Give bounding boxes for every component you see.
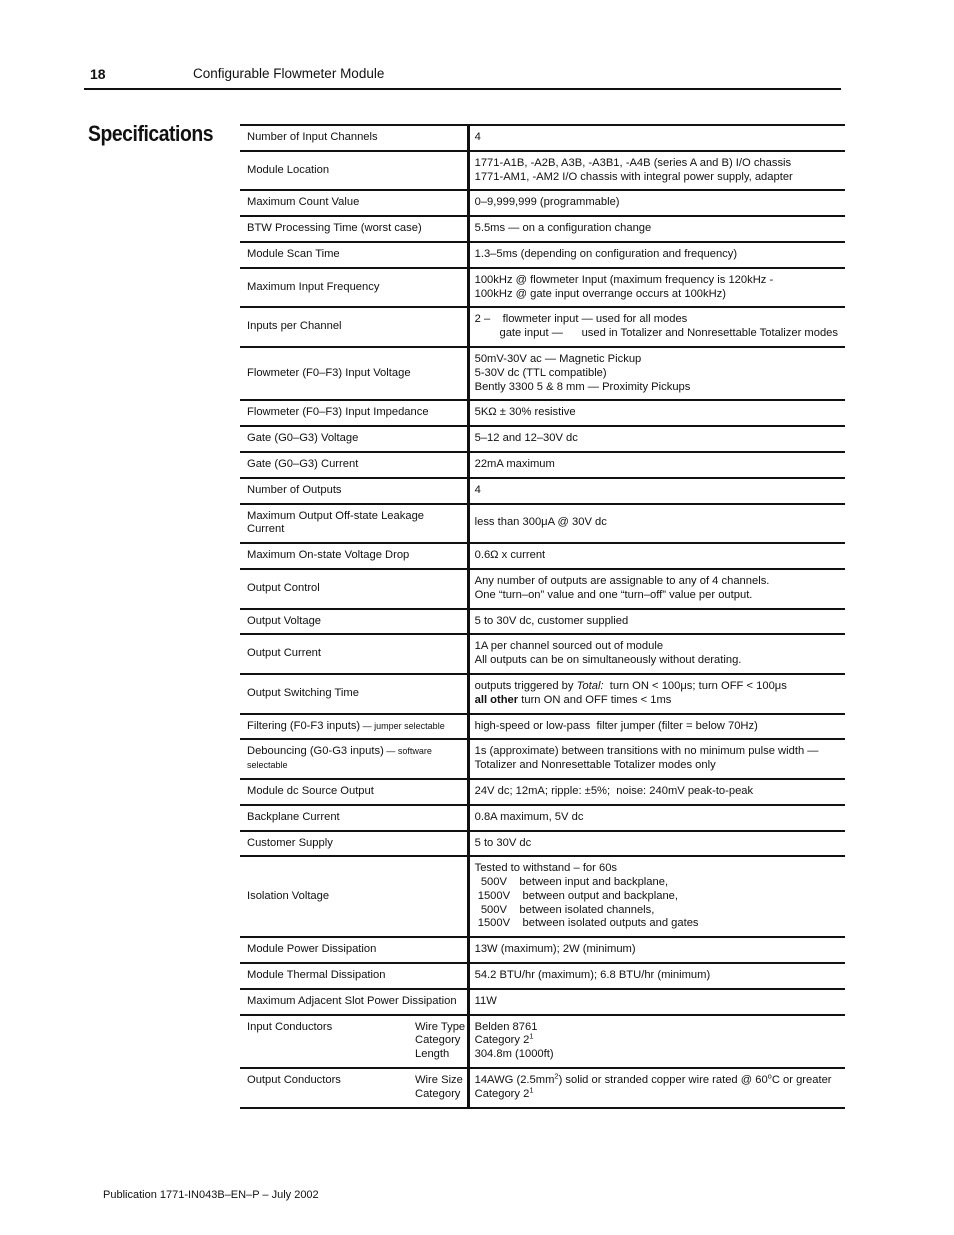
spec-label-cell — [240, 634, 468, 674]
spec-value-cell — [468, 268, 845, 308]
spec-label-cell — [240, 268, 468, 308]
spec-value-line: Totalizer and Nonresettable Totalizer modes only — [474, 759, 716, 772]
spec-value-line: 5KΩ ± 30% resistive — [474, 406, 576, 419]
footnote-marker: 1 — [529, 1031, 534, 1041]
conductor-sub-label: Wire Type — [415, 1020, 466, 1033]
spec-value-line: 4 — [474, 131, 481, 143]
spec-value-line: 50mV-30V ac — Magnetic Pickup — [474, 352, 642, 365]
spec-label-cell — [240, 478, 468, 504]
spec-value-line: less than 300μA @ 30V dc — [474, 516, 607, 529]
spec-label-cell — [240, 856, 468, 937]
spec-value-cell — [468, 609, 845, 635]
spec-value-cell — [468, 714, 845, 740]
spec-value-cell — [468, 674, 845, 714]
spec-row — [240, 307, 845, 347]
spec-row — [240, 190, 845, 216]
spec-value-cell — [468, 426, 845, 452]
spec-row — [240, 400, 845, 426]
spec-row — [240, 989, 845, 1015]
page-header — [84, 64, 841, 90]
spec-value-fragment: turn ON < 100μs; turn OFF < 100μs — [603, 679, 787, 692]
spec-label: Flowmeter (F0–F3) Input Impedance — [247, 406, 429, 419]
specifications-table — [240, 124, 845, 1109]
spec-row — [240, 963, 845, 989]
spec-label-cell — [240, 714, 468, 740]
superscript: o — [767, 1071, 772, 1081]
running-title: Configurable Flowmeter Module — [193, 66, 385, 81]
spec-row — [240, 452, 845, 478]
spec-value-line — [474, 1031, 838, 1048]
spec-value-line: All outputs can be on simultaneously without derating. — [474, 654, 742, 667]
spec-label-cell — [240, 989, 468, 1015]
spec-label-cell — [240, 569, 468, 609]
superscript: 2 — [554, 1071, 559, 1081]
spec-label-cell — [240, 452, 468, 478]
spec-value-line: 1500V between output and backplane, — [474, 889, 679, 902]
spec-value-line: high-speed or low-pass filter jumper (filter = below 70Hz) — [474, 719, 758, 732]
spec-label: Module Scan Time — [247, 247, 340, 260]
spec-value-line: 5 to 30V dc — [474, 836, 532, 849]
spec-value-line: 0–9,999,999 (programmable) — [474, 196, 620, 209]
spec-label: Output Switching Time — [247, 686, 359, 699]
spec-value-line: 1771-A1B, -A2B, A3B, -A3B1, -A4B (series A and B) I/O chassis — [474, 156, 792, 169]
spec-value-line: 4 — [474, 483, 481, 496]
spec-label: Input Conductors — [247, 1020, 333, 1033]
spec-row — [240, 347, 845, 400]
spec-row — [240, 242, 845, 268]
spec-value-cell — [468, 779, 845, 805]
conductor-sub-label: Category — [415, 1034, 461, 1047]
spec-value-line: Any number of outputs are assignable to any of 4 channels. — [474, 574, 770, 587]
spec-label: Output Current — [247, 647, 321, 660]
spec-value-cell — [468, 452, 845, 478]
spec-value-line: Tested to withstand – for 60s — [474, 862, 618, 875]
spec-value-text: Belden 8761 — [474, 1020, 538, 1033]
spec-value-cell — [468, 347, 845, 400]
spec-label: Output Voltage — [247, 614, 322, 627]
spec-value-fragment: Category 2 — [474, 1087, 530, 1100]
spec-label-cell — [240, 347, 468, 400]
spec-value-line: 1A per channel sourced out of module — [474, 640, 664, 653]
spec-row-input-conductors — [240, 1015, 845, 1068]
spec-row — [240, 151, 845, 191]
spec-label-note: — jumper selectable — [360, 720, 445, 731]
spec-value-line: 11W — [474, 994, 497, 1007]
spec-label-cell — [240, 1068, 468, 1108]
spec-label: Number of Input Channels — [247, 131, 378, 143]
spec-label-cell — [240, 609, 468, 635]
spec-value-cell — [468, 190, 845, 216]
spec-value-line: gate input — used in Totalizer and Nonresettable Totalizer modes — [474, 327, 838, 340]
spec-row — [240, 714, 845, 740]
spec-value-cell — [468, 125, 845, 151]
spec-label-cell — [240, 739, 468, 779]
spec-row — [240, 739, 845, 779]
spec-label: Customer Supply — [247, 836, 333, 849]
spec-label-cell — [240, 307, 468, 347]
spec-value-line: 5–12 and 12–30V dc — [474, 432, 578, 445]
spec-value-line: 0.6Ω x current — [474, 549, 546, 562]
specifications-table-body — [240, 125, 845, 1108]
spec-row — [240, 674, 845, 714]
spec-value-fragment: Total: — [576, 679, 604, 692]
spec-label-cell — [240, 400, 468, 426]
spec-value-fragment: C or greater — [771, 1074, 832, 1087]
spec-row — [240, 805, 845, 831]
spec-label-cell — [240, 937, 468, 963]
conductor-sub-labels — [415, 1074, 463, 1102]
spec-label-cell — [240, 779, 468, 805]
spec-row — [240, 831, 845, 857]
spec-label-cell — [240, 151, 468, 191]
spec-value-line: 0.8A maximum, 5V dc — [474, 810, 584, 823]
spec-value-line: 500V between input and backplane, — [474, 876, 669, 889]
spec-value-cell — [468, 963, 845, 989]
spec-label: Module dc Source Output — [247, 784, 374, 797]
spec-value-fragment: ) solid or stranded copper wire rated @ 60 — [558, 1074, 768, 1087]
spec-value-cell — [468, 856, 845, 937]
page-number: 18 — [90, 66, 106, 82]
spec-value-cell — [468, 739, 845, 779]
spec-value-line: 100kHz @ flowmeter Input (maximum frequency is 120kHz - — [474, 273, 774, 286]
spec-value-line: 54.2 BTU/hr (maximum); 6.8 BTU/hr (minimum) — [474, 969, 711, 982]
spec-label: Maximum Adjacent Slot Power Dissipation — [247, 994, 457, 1007]
spec-value-cell — [468, 1015, 845, 1068]
spec-label: Maximum Count Value — [247, 196, 360, 209]
spec-row — [240, 779, 845, 805]
spec-value-cell — [468, 569, 845, 609]
spec-label-cell — [240, 831, 468, 857]
spec-row — [240, 937, 845, 963]
spec-value-line: 100kHz @ gate input overrange occurs at 100kHz) — [474, 287, 727, 300]
spec-value-line — [475, 1048, 838, 1062]
spec-label-cell — [240, 674, 468, 714]
spec-value-cell — [468, 400, 845, 426]
spec-label: Maximum Output Off-state Leakage Current — [247, 509, 425, 536]
spec-row — [240, 543, 845, 569]
spec-value-cell — [468, 543, 845, 569]
spec-label-note: — software selectable — [247, 746, 432, 771]
spec-label: Inputs per Channel — [247, 320, 342, 333]
conductor-sub-label: Wire Size — [415, 1074, 463, 1087]
spec-row — [240, 478, 845, 504]
spec-value-line — [475, 694, 838, 708]
spec-label-cell — [240, 125, 468, 151]
spec-label-cell — [240, 1015, 468, 1068]
conductor-label-group — [247, 1020, 466, 1061]
spec-value-line: 1.3–5ms (depending on configuration and frequency) — [474, 247, 738, 260]
spec-row-output-conductors — [240, 1068, 845, 1108]
spec-value-cell — [468, 805, 845, 831]
spec-value-cell — [468, 634, 845, 674]
spec-label-cell — [240, 805, 468, 831]
spec-value-fragment: 14AWG (2.5mm — [474, 1074, 555, 1087]
section-title: Specifications — [88, 121, 214, 146]
spec-label: Module Power Dissipation — [247, 943, 377, 956]
spec-value-fragment: outputs triggered by — [474, 679, 577, 692]
spec-value-fragment: turn ON and OFF times < 1ms — [518, 693, 672, 706]
spec-label-cell — [240, 190, 468, 216]
spec-label: Isolation Voltage — [247, 889, 330, 902]
spec-label-cell — [240, 504, 468, 544]
spec-row — [240, 504, 845, 544]
spec-label: Gate (G0–G3) Voltage — [247, 432, 359, 445]
spec-value-line: 5 to 30V dc, customer supplied — [474, 614, 629, 627]
spec-value-line: 13W (maximum); 2W (minimum) — [474, 943, 636, 956]
spec-value-cell — [468, 831, 845, 857]
spec-label: Filtering (F0-F3 inputs) — [247, 719, 361, 732]
spec-label: Maximum On-state Voltage Drop — [247, 549, 410, 562]
spec-value-line: 1s (approximate) between transitions with no minimum pulse width — — [474, 745, 819, 758]
spec-value-line: 2 – flowmeter input — used for all modes — [474, 313, 688, 326]
spec-label: Gate (G0–G3) Current — [247, 457, 359, 470]
spec-value-text: Category 2 — [474, 1034, 530, 1047]
spec-label-cell — [240, 426, 468, 452]
publication-footer: Publication 1771-IN043B–EN–P – July 2002 — [103, 1189, 319, 1201]
spec-label: Flowmeter (F0–F3) Input Voltage — [247, 366, 411, 379]
spec-label: Module Thermal Dissipation — [247, 969, 386, 982]
spec-label: Number of Outputs — [247, 483, 342, 496]
spec-value-line: 1771-AM1, -AM2 I/O chassis with integral power supply, adapter — [474, 170, 793, 183]
spec-row — [240, 569, 845, 609]
spec-value-line: Bently 3300 5 & 8 mm — Proximity Pickups — [474, 380, 691, 393]
spec-value-cell — [468, 504, 845, 544]
spec-value-line: 24V dc; 12mA; ripple: ±5%; noise: 240mV peak-to-peak — [474, 784, 754, 797]
spec-value-fragment: all other — [474, 693, 519, 706]
spec-row — [240, 216, 845, 242]
spec-value-cell — [468, 1068, 845, 1108]
spec-value-line — [474, 1085, 838, 1102]
spec-value-cell — [468, 151, 845, 191]
spec-value-text: 304.8m (1000ft) — [474, 1048, 554, 1061]
spec-row — [240, 856, 845, 937]
spec-label: Module Location — [247, 163, 330, 176]
spec-label-cell — [240, 242, 468, 268]
spec-row — [240, 268, 845, 308]
spec-label-cell — [240, 216, 468, 242]
footnote-marker: 1 — [529, 1085, 534, 1095]
spec-row — [240, 609, 845, 635]
spec-label: Output Conductors — [247, 1074, 341, 1087]
spec-value-cell — [468, 989, 845, 1015]
spec-value-cell — [468, 937, 845, 963]
spec-label: Debouncing (G0-G3 inputs) — [247, 745, 384, 758]
spec-label: Output Control — [247, 581, 320, 594]
spec-value-cell — [468, 478, 845, 504]
spec-label: Backplane Current — [247, 810, 340, 823]
spec-value-cell — [468, 242, 845, 268]
spec-value-line: 5-30V dc (TTL compatible) — [474, 366, 607, 379]
conductor-sub-label: Category — [415, 1087, 461, 1100]
spec-value-line — [475, 680, 838, 694]
spec-row — [240, 634, 845, 674]
spec-label: BTW Processing Time (worst case) — [247, 222, 422, 235]
spec-value-line: 5.5ms — on a configuration change — [474, 222, 652, 235]
conductor-sub-labels — [415, 1021, 465, 1062]
spec-row — [240, 426, 845, 452]
spec-label: Maximum Input Frequency — [247, 280, 380, 293]
conductor-sub-label: Length — [415, 1048, 450, 1061]
spec-value-line: 22mA maximum — [474, 457, 555, 470]
spec-label-cell — [240, 543, 468, 569]
conductor-label-group — [247, 1074, 463, 1100]
spec-value-line: One “turn–on” value and one “turn–off” value per output. — [474, 588, 753, 601]
spec-value-line: 1500V between isolated outputs and gates — [474, 917, 699, 930]
spec-value-cell — [468, 307, 845, 347]
spec-label-cell — [240, 963, 468, 989]
spec-value-line: 500V between isolated channels, — [474, 903, 655, 916]
spec-row — [240, 125, 845, 151]
spec-value-cell — [468, 216, 845, 242]
